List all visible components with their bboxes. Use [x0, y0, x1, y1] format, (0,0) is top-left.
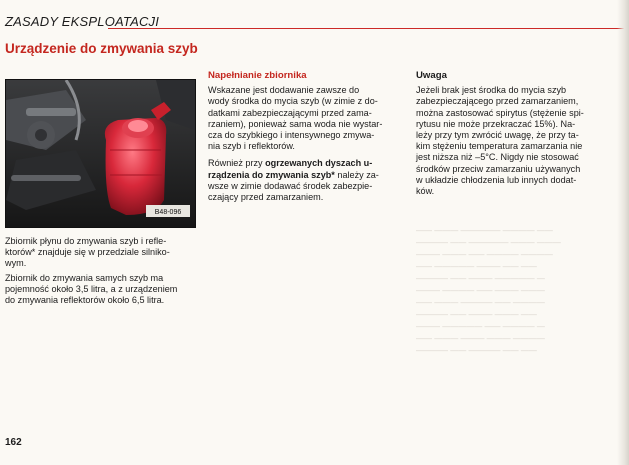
section-title: Urządzenie do zmywania szyb	[5, 41, 198, 56]
note-column	[416, 70, 612, 203]
page-edge-shadow	[617, 0, 629, 465]
header-rule	[108, 28, 629, 29]
figure-caption: Zbiornik płynu do zmywania szyb i refle- ktorów* znajduje się w przedziale silniko- wym.	[5, 236, 170, 269]
note-title: Uwaga	[416, 70, 447, 81]
chapter-header: ZASADY EKSPLOATACJI	[5, 14, 160, 29]
page-number: 162	[5, 437, 22, 448]
engine-bay-photo	[5, 79, 196, 228]
show-through-text: —— ——— ————— ———— —— ———— —— ————— ——— ——— ——— ——— —— ———— ———— —— ————— ——— —— —— ———— —— ——— ————— — ——— ———— —— ——— ——— —— ——— ———— —— ———— ———— —— ——— ——— —— ——— ————— —— ———— — —— ——— ——— ——— ———— ———— —— ———— —— ——	[416, 226, 561, 355]
filling-title: Napełnianie zbiornika	[208, 70, 307, 81]
filling-paragraph-2: Również przy ogrzewanych dyszach u- rządzenia do zmywania szyb* należy za- wsze w zimie dodawać środek zabezpie- czający przed zamarzaniem.	[208, 158, 379, 203]
figure-label: B48-096	[154, 209, 182, 216]
filling-column	[208, 70, 402, 209]
filling-paragraph-1: Wskazane jest dodawanie zawsze do wody środka do mycia szyb (w zimie z do- datkami zabezpieczającymi przed zama- rzaniem), ponieważ sama woda nie wystar- cza do szybkiego i intensywnego zmywa- nia szyb i reflektorów.	[208, 85, 383, 152]
note-paragraph: Jeżeli brak jest środka do mycia szyb zabezpieczającego przed zamarzaniem, można zastosować spirytus (stężenie spi- rytusu nie może przekraczać 15%). Na- leży przy tym zwrócić uwagę, że przy ta- kim stężeniu temperatura zamarzania nie jest niższa niż –5°C. Nigdy nie stosować środków przeciw zamarzaniu używanych w układzie chłodzenia lub innych dodat- ków.	[416, 85, 584, 197]
reservoir-capacity-text: Zbiornik do zmywania samych szyb ma pojemność około 3,5 litra, a z urządzeniem do zmywania reflektorów około 6,5 litra.	[5, 273, 178, 306]
